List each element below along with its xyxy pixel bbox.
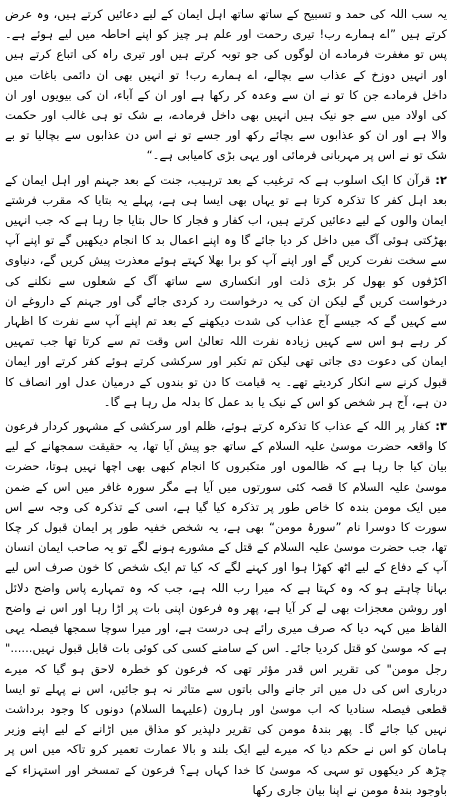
paragraph-3 [5,416,447,800]
paragraph-2 [5,170,447,412]
paragraph-text: یہ سب اللہ کی حمد و تسبیح کے ساتھ ساتھ اہل ایمان کے لیے دعائیں کرتے ہیں، وہ عرض کرتے ہیں ”اے ہمارے رب! تیری رحمت اور علم ہر چیز کو اپنے احاطہ میں لیے ہوئے ہے۔ پس تو مغفرت فرمادے ان لوگوں کی جو توبہ کرتے ہیں اور تیری راہ کی اتباع کرتے ہیں اور انہیں دوزخ کے عذاب سے بچالے، اے ہمارے رب! تو انہیں بھی ان دائمی باغات میں داخل فرمادے جن کا تو نے ان سے وعدہ کر رکھا ہے اور ان کے آباء، ان کی بیویوں اور ان کی اولاد میں سے جو نیک ہیں انہیں بھی داخل فرمادے، بے شک تو ہی غالب اور حکمت والا ہے اور ان کو عذابوں سے بچائے رکھ اور جسے تو نے اس دن عذابوں سے بچالیا تو بے شک تو نے اس پر مہربانی فرمائی اور یہی بڑی کامیابی ہے۔“ [5,7,447,163]
paragraph-text: کفار پر اللہ کے عذاب کا تذکرہ کرتے ہوئے، ظلم اور سرکشی کے مشہور کردار فرعون کا واقعہ حضرت موسیٰ علیہ السلام کے ساتھ جو پیش آیا تھا، یہ حقیقت سمجھانے کے لیے بیان کیا جا رہا ہے کہ ظالموں اور متکبروں کا انجام کبھی بھی اچھا نہیں ہوتا، حضرت موسیٰ علیہ السلام کا قصہ کئی سورتوں میں آیا ہے مگر سورہ غافر میں اس کے ضمن میں ایک مومن بندہ کا خاص طور پر تذکرہ کیا گیا ہے، اسی کے تذکرہ کی وجہ سے اس سورت کا دوسرا نام ”سورۂ مومن“ بھی ہے، یہ شخص خفیہ طور پر ایمان قبول کر چکا تھا، جب حضرت موسیٰ علیہ السلام کے قتل کے مشورے ہونے لگے تو یہ صاحب ایمان انسان آپ کے دفاع کے لیے اٹھ کھڑا ہوا اور کہنے لگے کہ کیا تم ایک شخص کا خون صرف اس لیے بہانا چاہتے ہو کہ وہ کہتا ہے کہ میرا رب اللہ ہے، جب کہ وہ تمہارے پاس واضح دلائل اور روشن معجزات بھی لے کر آیا ہے، پھر وہ فرعون اپنی بات پر اڑا رہا اور اس نے واضح الفاظ میں کہہ دیا کہ صرف میری رائے ہی درست ہے، اور میرا سوچا سمجھا فیصلہ یہی ہے کہ موسیٰ کو قتل کردیا جائے۔ اس کے سامنے کسی کی کوئی بات قابل قبول نہیں......" رجل مومن" کی تقریر اس قدر مؤثر تھی کہ فرعون کو خطرہ لاحق ہو گیا کہ میرے درباری اس کی دل میں اتر جانے والی باتوں سے متاثر نہ ہو جائیں، اس نے پہلے تو ایسا قطعی فیصلہ سنادیا کہ اب موسیٰ اور ہارون (علیہما السلام) دونوں کا وجود برداشت نہیں کیا جائے گا۔ پھر بندۂ مومن کی تقریر دلپذیر کو مذاق میں اڑانے کے لیے اپنے وزیر ہامان کو اس نے حکم دیا کہ میرے لیے ایک بلند و بالا عمارت تعمیر کرو تاکہ میں اس پر چڑھ کر دیکھوں تو سہی کہ موسیٰ کا خدا کہاں ہے؟ فرعون کے تمسخر اور استہزاء کے باوجود بندۂ مومن نے اپنا بیان جاری رکھا [5,419,447,797]
paragraph-dua [5,4,447,166]
paragraph-number: ٣: [430,419,447,434]
paragraph-number: ٢: [430,172,447,187]
paragraph-text: قرآن کا ایک اسلوب ہے کہ ترغیب کے بعد ترہیب، جنت کے بعد جہنم اور اہل ایمان کے بعد اہل کفر کا تذکرہ کرتا ہے تو یہاں بھی ایسا ہی ہے، پہلے یہ بتایا کہ مقرب فرشتے ایمان والوں کے لیے دعائیں کرتے ہیں، اب کفار و فجار کا حال بتایا جا رہا ہے کہ جب انہیں بھڑکتی ہوئی آگ میں داخل کر دیا جائے گا وہ اپنے اعمال بد کا انجام دیکھیں گے تو اپنے آپ سے سخت نفرت کریں گے اور اپنے آپ کو برا بھلا کہتے ہوئے معذرت پیش کریں گے، دنیاوی اکڑفوں کو بھول کر بڑی ذلت اور انکساری سے ساتھ آگ کے شعلوں سے نکلنے کی درخواست کریں گے لیکن ان کی یہ درخواست رد کردی جائے گی اور جہنم کے داروغے ان سے کہیں گے کہ جیسے آج عذاب کی شدت دیکھنے کے بعد تم اپنے آپ سے نفرت کا اظہار کر رہے ہو اس سے کہیں زیادہ نفرت اللہ تعالیٰ اس وقت تم سے کرتا تھا جب تمہیں ایمان کی دعوت دی جاتی تھی لیکن تم تکبر اور سرکشی کرتے ہوئے کفر کرتے اور ایمان قبول کرنے سے انکار کردیتے تھے۔ یہ قیامت کا دن تو بندوں کے درمیان عدل اور انصاف کا دن ہے، آج ہر شخص کو اس کے نیک یا بد عمل کا بدلہ مل رہا ہے گا۔ [5,172,447,409]
